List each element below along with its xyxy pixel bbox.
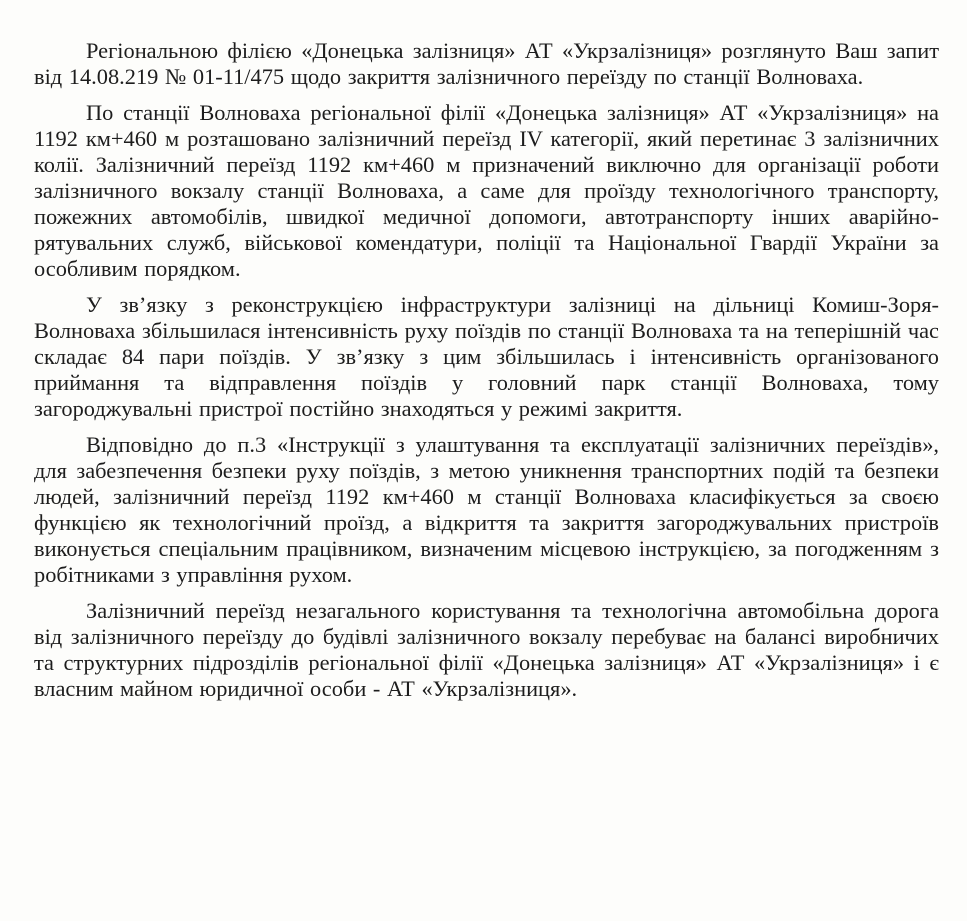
paragraph-request-review: Регіональною філією «Донецька залізниця» АТ «Укрзалізниця» розглянуто Ваш запит від 14.08.219 № 01-11/475 щодо закриття залізничного переїзду по станції Волноваха. (34, 38, 939, 89)
paragraph-instruction-reference: Відповідно до п.3 «Інструкції з улаштування та експлуатації залізничних переїздів», для забезпечення безпеки руху поїздів, з метою уникнення транспортних подій та безпеки людей, залізничний переїзд 1192 км+460 м станції Волноваха класифікується за своєю функцією як технологічний проїзд, а відкриття та закриття загороджувальних пристроїв виконується спеціальним працівником, визначеним місцевою інструкцією, за погодженням з робітниками з управління рухом. (34, 432, 939, 587)
paragraph-ownership: Залізничний переїзд незагального користування та технологічна автомобільна дорога від залізничного переїзду до будівлі залізничного вокзалу перебуває на балансі виробничих та структурних підрозділів регіональної філії «Донецька залізниця» АТ «Укрзалізниця» і є власним майном юридичної особи - АТ «Укрзалізниця». (34, 598, 939, 701)
paragraph-crossing-description: По станції Волноваха регіональної філії «Донецька залізниця» АТ «Укрзалізниця» на 1192 км+460 м розташовано залізничний переїзд IV категорії, який перетинає 3 залізничних колії. Залізничний переїзд 1192 км+460 м призначений виключно для організації роботи залізничного вокзалу станції Волноваха, а саме для проїзду технологічного транспорту, пожежних автомобілів, швидкої медичної допомоги, автотранспорту інших аварійно-рятувальних служб, військової комендатури, поліції та Національної Гвардії України за особливим порядком. (34, 100, 939, 281)
letter-body (34, 38, 939, 702)
paragraph-traffic-intensity: У зв’язку з реконструкцією інфраструктури залізниці на дільниці Комиш-Зоря-Волноваха збільшилася інтенсивність руху поїздів по станції Волноваха та на теперішній час складає 84 пари поїздів. У зв’язку з цим збільшилась і інтенсивність організованого приймання та відправлення поїздів у головний парк станції Волноваха, тому загороджувальні пристрої постійно знаходяться у режимі закриття. (34, 292, 939, 421)
